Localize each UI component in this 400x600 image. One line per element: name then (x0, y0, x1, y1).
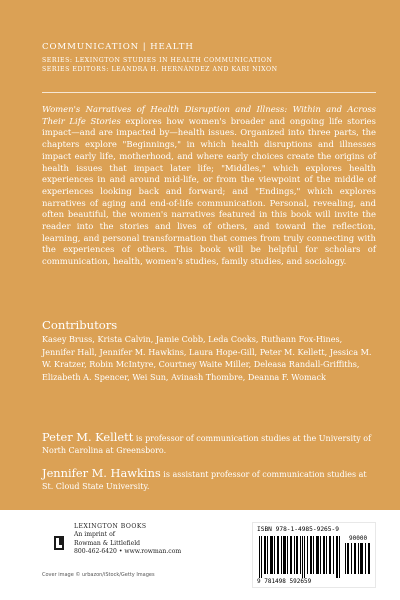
isbn-digits: 9 781498 592659 (257, 578, 312, 585)
book-description (42, 104, 376, 268)
author-name: Jennifer M. Hawkins (42, 466, 161, 480)
contributors-list: Kasey Bruss, Krista Calvin, Jamie Cobb, Leda Cooks, Ruthann Fox-Hines, Jennifer Hall, Jennifer M. Hawkins, Laura Hope-Gill, Peter M. Kellett, Jessica M. W. Kratzer, Robin McIntyre, Courtney Waite Miller, Deleasa Randall-Griffiths, Elizabeth A. Spencer, Wei Sun, Avinash Thombre, Deanna F. Womack (42, 334, 372, 382)
series-editors: SERIES EDITORS: LEANDRA H. HERNÁNDEZ AND KARI NIXON (42, 66, 278, 73)
publisher-info (74, 523, 214, 557)
subject-category: COMMUNICATION | HEALTH (42, 42, 194, 52)
author-bio (42, 468, 376, 492)
isbn-label: ISBN 978-1-4985-9265-9 (257, 526, 339, 533)
publisher-contact: 800-462-6420 • www.rowman.com (74, 548, 182, 556)
author-bio (42, 432, 376, 456)
cover-image-credit: Cover image © urbazon/iStock/Getty Images (42, 572, 155, 578)
series-name: SERIES: LEXINGTON STUDIES IN HEALTH COMMUNICATION (42, 57, 273, 64)
contributors-heading: Contributors (42, 318, 118, 332)
publisher-name: LEXINGTON BOOKS (74, 523, 147, 530)
book-title: Women's Narratives of Health Disruption and Illness: Within and Across Their Life Stories (42, 104, 376, 126)
author-bio-text: is assistant professor of communication studies at St. Cloud State University. (42, 470, 367, 491)
description-body: explores how women's broader and ongoing life stories impact—and are impacted by—health issues. Organized into three parts, the chapters explore "Beginnings," in which health disruptions and illnesses impact early life, motherhood, and where early choices create the origins of health issues that impact later life; "Middles," which explores health experiences in and around mid-life, or from the viewpoint of the middle of experiences looking back and forward; and "Endings," which explores narratives of aging and end-of-life communication. Personal, revealing, and often beautiful, the women's narratives featured in this book will invite the reader into the stories and lives of others, and toward the reflection, learning, and personal transformation that comes from truly connecting with the experiences of others. This book will be helpful for scholars of communication, health, women's studies, family studies, and sociology. (42, 115, 376, 267)
isbn-barcode (252, 522, 376, 588)
imprint-line: An imprint of (74, 531, 115, 539)
publisher-logo-icon (54, 536, 64, 550)
series-header (42, 42, 372, 74)
price-code: 90000 (349, 535, 368, 542)
parent-publisher: Rowman & Littlefield (74, 539, 141, 547)
author-bio-text: is professor of communication studies at the University of North Carolina at Greensboro. (42, 434, 372, 455)
author-name: Peter M. Kellett (42, 430, 134, 444)
header-divider (42, 92, 376, 93)
